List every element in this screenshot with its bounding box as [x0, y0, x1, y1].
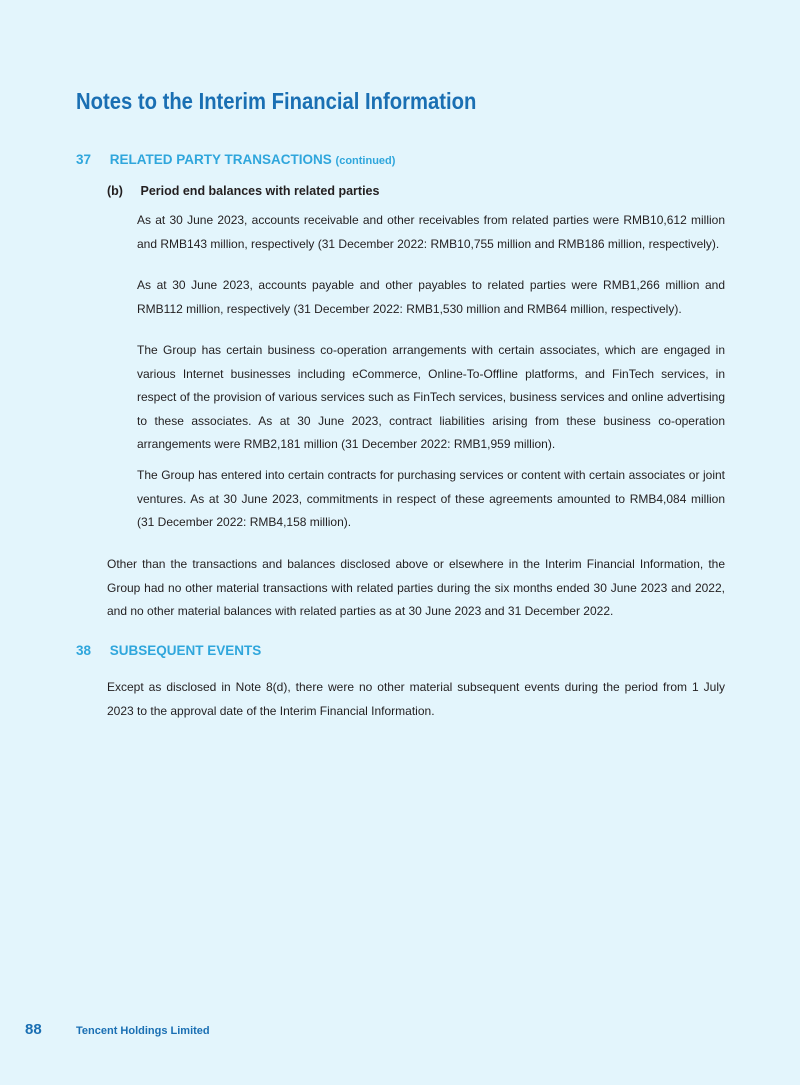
subsection-b-heading — [107, 184, 379, 198]
section-37-heading — [76, 152, 395, 167]
page-title: Notes to the Interim Financial Information — [76, 88, 477, 114]
associates-paragraph: The Group has certain business co-operation arrangements with certain associates, which are engaged in various Internet businesses including eCommerce, Online-To-Offline platforms, and FinTech services, in respect of the provision of various services such as FinTech services, business services and online advertising to these associates. As at 30 June 2023, contract liabilities arising from these business co-operation arrangements were RMB2,181 million (31 December 2022: RMB1,959 million). — [137, 343, 725, 451]
receivables-paragraph: As at 30 June 2023, accounts receivable and other receivables from related parties were RMB10,612 million and RMB143 million, respectively (31 December 2022: RMB10,755 million and RMB186 million, respectively). — [137, 213, 725, 251]
subsection-b-title: Period end balances with related parties — [140, 184, 380, 198]
payables-paragraph: As at 30 June 2023, accounts payable and other payables to related parties were RMB1,266 million and RMB112 million, respectively (31 December 2022: RMB1,530 million and RMB64 million, respectively). — [137, 278, 725, 316]
section-37-continued: (continued) — [335, 155, 396, 167]
section-38-number: 38 — [76, 643, 92, 658]
footer-company-name: Tencent Holdings Limited — [76, 1025, 210, 1037]
section-38-heading — [76, 643, 261, 658]
subsection-b-label: (b) — [107, 184, 123, 198]
section-37-title: RELATED PARTY TRANSACTIONS — [109, 152, 332, 167]
subsequent-events-paragraph: Except as disclosed in Note 8(d), there were no other material subsequent events during the period from 1 July 2023 to the approval date of the Interim Financial Information. — [107, 680, 725, 718]
closing-paragraph: Other than the transactions and balances disclosed above or elsewhere in the Interim Financial Information, the Group had no other material transactions with related parties during the six months ended 30 June 2023 and 2022, and no other material balances with related parties as at 30 June 2023 and 31 December 2022. — [107, 557, 725, 618]
page-number: 88 — [25, 1021, 42, 1038]
section-37-number: 37 — [76, 152, 92, 167]
section-38-title: SUBSEQUENT EVENTS — [109, 643, 262, 658]
commitments-paragraph: The Group has entered into certain contracts for purchasing services or content with certain associates or joint ventures. As at 30 June 2023, commitments in respect of these agreements amounted to RMB4,084 million (31 December 2022: RMB4,158 million). — [137, 468, 725, 529]
